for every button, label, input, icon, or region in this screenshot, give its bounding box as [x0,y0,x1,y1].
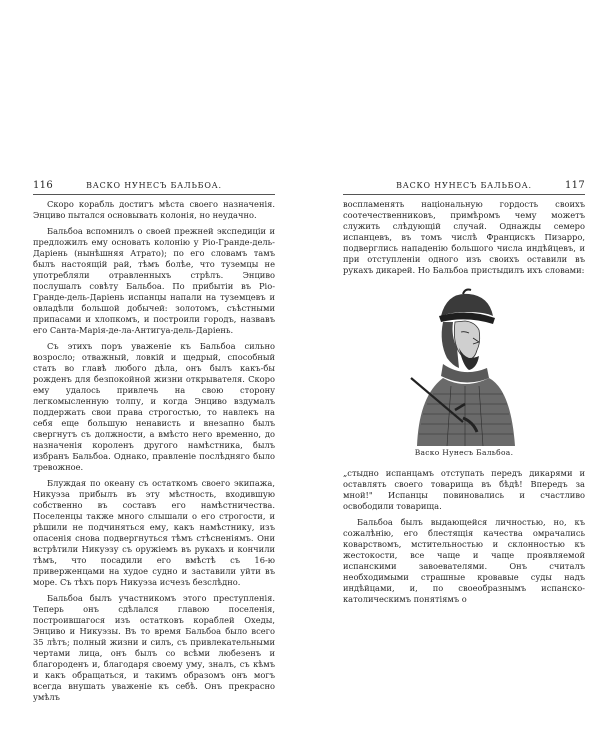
paragraph: воспламенять національную гордость своихъ соотечественниковъ, примѣромъ чему можетъ служить слѣдующій случай. Однажды семеро испанцевъ, въ томъ числѣ Францискъ Пизарро, подверглись нападенію большого числа индѣйцевъ, и при отступленіи одного изъ своихъ оставили въ рукахъ дикарей. Но Бальбоа пристыдилъ ихъ словами: [343,199,585,275]
header-rule [33,194,275,195]
left-page [33,180,275,703]
paragraph: Блуждая по океану съ остаткомъ своего экипажа, Никуэза прибылъ въ эту мѣстность, входившую собственно въ составъ его намѣстничества. Поселенцы также много слышали о его строгости, и рѣшили не подчиняться ему, какъ намѣстнику, изъ опасенія снова подвергнуться тѣмъ стѣсненіямъ. Они встрѣтили Никуэзу съ оружіемъ въ рукахъ и кончили тѣмъ, что посадили его вмѣстѣ съ 16-ю приверженцами на худое судно и заставили уйти въ море. Съ тѣхъ поръ Никуэза исчезъ безслѣдно. [33,478,275,587]
running-title: ВАСКО НУНЕСЪ БАЛЬБОА. [86,181,222,190]
paragraph: Бальбоа былъ участникомъ этого преступленія. Теперь онъ сдѣлался главою поселенія, построившагося изъ остатковъ кораблей Охеды, Энциво и Никуэзы. Въ то время Бальбоа было всего 35 лѣтъ; полный жизни и силъ, съ привлекательными чертами лица, онъ былъ со всѣми любезенъ и благороденъ и, благодаря своему уму, зналъ, съ кѣмъ и какъ обращаться, и такимъ образомъ онъ могъ всегда внушать уваженіе къ себѣ. Онъ прекрасно умѣлъ [33,593,275,702]
right-page-header [343,180,585,194]
right-page [343,180,585,605]
header-rule [343,194,585,195]
left-page-header [33,180,275,194]
page-number: 117 [565,180,585,191]
spacer [343,456,585,468]
paragraph: Бальбоа вспомнилъ о своей прежней экспедиціи и предложилъ ему основать колонію у Ріо-Гранде-дель-Даріень (нынѣшняя Атрато); по его словамъ тамъ былъ настоящій рай, тѣмъ болѣе, что туземцы не употребляли отравленныхъ стрѣлъ. Энциво послушалъ совѣту Бальбоа. По прибытіи въ Ріо-Гранде-дель-Даріень испанцы напали на туземцевъ и овладѣли большой добычей: золотомъ, съѣстными припасами и хлопкомъ, и построили городъ, назвавъ его Санта-Марія-де-ла-Антигуа-дель-Даріень. [33,226,275,335]
portrait-engraving [403,286,525,456]
paragraph: Съ этихъ поръ уваженіе къ Бальбоа сильно возросло; отважный, ловкій и щедрый, способный стать во главѣ любого дѣла, онъ былъ какъ-бы рожденъ для безпокойной жизни открывателя. Скоро ему удалось привлечь на свою сторону легкомысленную толпу, и когда Энциво вздумалъ поддержать свои права строгостью, то навлекъ на себя еще большую ненависть и внезапно былъ свергнутъ съ должности, а вмѣсто него временно, до назначенія короленъ другого намѣстника, былъ избранъ Бальбоа. Однако, правленіе послѣдняго было тревожное. [33,341,275,472]
paragraph: Скоро корабль достигъ мѣста своего назначенія. Энциво пытался основывать колонія, но неудачно. [33,199,275,220]
page-number: 116 [33,180,53,191]
running-title: ВАСКО НУНЕСЪ БАЛЬБОА. [396,181,532,190]
portrait-illustration [403,286,525,446]
figure-caption: Васко Нунесъ Бальбоа. [414,448,514,457]
paragraph: Бальбоа былъ выдающейся личностью, но, къ сожалѣнію, его блестящія качества омрачались коварствомъ, мстительностью и склонностью къ жестокости, все чаще и чаще проявляемой испанскими завоевателями. Онъ считалъ необходимыми страшные кровавые суды надъ индѣйцами, и, по своеобразнымъ испанско-католическимъ понятіямъ о [343,517,585,604]
paragraph: „стыдно испанцамъ отступать передъ дикарями и оставлять своего товарища въ бѣдѣ! Впередъ за мной!" Испанцы повиновались и счастливо освободили товарища. [343,468,585,511]
